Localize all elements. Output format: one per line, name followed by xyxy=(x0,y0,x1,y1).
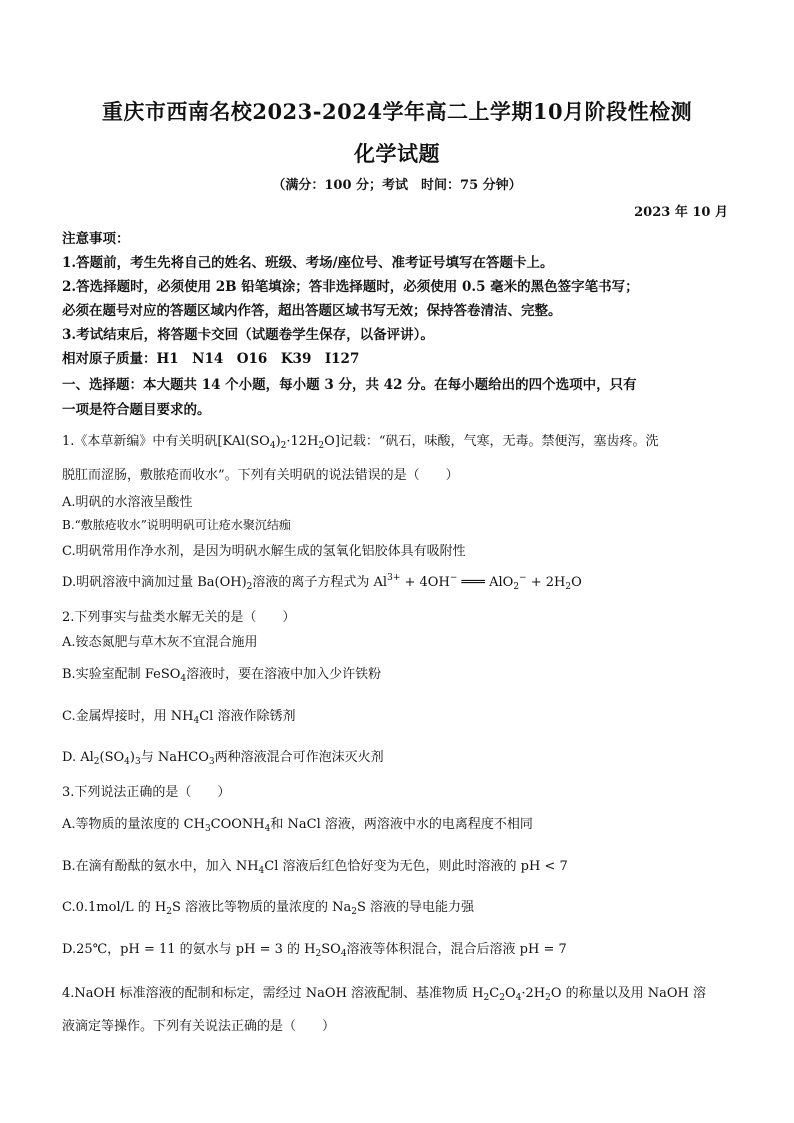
q3-stem: 3.下列说法正确的是（ ） xyxy=(62,785,231,800)
q1-option-c: C.明矾常用作净水剂，是因为明矾水解生成的氢氧化铝胶体具有吸附性 xyxy=(62,544,466,559)
q1-stem-line2: 脱肛而涩肠，敷脓疮而收水”。下列有关明矾的说法错误的是（ ） xyxy=(62,468,459,483)
q1-option-b: B.“敷脓疮收水”说明明矾可让疮水聚沉结痂 xyxy=(62,518,291,532)
q4-stem-line2: 液滴定等操作。下列有关说法正确的是（ ） xyxy=(62,1019,336,1034)
q2-option-b: B.实验室配制 FeSO$_4$溶液时，要在溶液中加入少许铁粉 xyxy=(62,667,382,684)
q1-option-d: D.明矾溶液中滴加过量 $Ba(OH)_2$溶液的离子方程式为 $Al^{3+} + 4OH^-$ ═══ $AlO_2^- + 2H_2O$ xyxy=(62,573,582,592)
q2-option-c: C.金属焊接时，用 $NH_4Cl$ 溶液作除锈剂 xyxy=(62,709,296,726)
atomic-mass: 相对原子质量：H1 N14 O16 K39 I127 xyxy=(62,351,360,367)
note-item-1: 1.答题前，考生先将自己的姓名、班级、考场/座位号、准考证号填写在答题卡上。 xyxy=(62,255,554,271)
q4-stem-line1: 4.NaOH 标准溶液的配制和标定，需经过 NaOH 溶液配制、基准物质 $H_2C_2O_4\cdot 2H_2O$ 的称量以及用 NaOH 溶 xyxy=(62,986,707,1003)
notes-heading: 注意事项： xyxy=(62,231,130,247)
exam-date: 2023 年 10 月 xyxy=(634,205,728,220)
section-heading-2: 一项是符合题目要求的。 xyxy=(62,402,211,418)
q3-option-c: C.0.1mol/L 的 $H_2S$ 溶液比等物质的量浓度的 $Na_2S$ 溶液的导电能力强 xyxy=(62,900,475,917)
q3-option-b: B.在滴有酚酞的氨水中，加入 $NH_4Cl$ 溶液后红色恰好变为无色，则此时溶液的 pH < 7 xyxy=(62,859,568,876)
q2-stem: 2.下列事实与盐类水解无关的是（ ） xyxy=(62,610,296,625)
q1-option-a: A.明矾的水溶液呈酸性 xyxy=(62,495,193,510)
note-item-2-cont: 必须在题号对应的答题区域内作答，超出答题区域书写无效；保持答卷清洁、完整。 xyxy=(62,303,562,319)
q3-option-d: D.25℃，pH = 11 的氨水与 pH = 3 的 $H_2SO_4$溶液等体积混合，混合后溶液 pH = 7 xyxy=(62,942,567,959)
q1-stem-line1: 1.《本草新编》中有关明矾$[KAl(SO_4)_2\cdot 12H_2O]$记载：“矾石，味酸，气寒，无毒。禁便泻，塞齿疼。洗 xyxy=(62,434,659,451)
note-item-3: 3.考试结束后，将答题卡交回（试题卷学生保存，以备评讲）。 xyxy=(62,327,434,343)
exam-title: 重庆市西南名校2023-2024学年高二上学期10月阶段性检测 xyxy=(101,99,693,124)
note-item-2: 2.答选择题时，必须使用 2B 铅笔填涂；答非选择题时，必须使用 0.5 毫米的黑色签字笔书写； xyxy=(62,279,639,295)
exam-subject: 化学试题 xyxy=(354,141,440,166)
q2-option-a: A.铵态氮肥与草木灰不宜混合施用 xyxy=(62,635,258,650)
section-heading-1: 一、选择题：本大题共 14 个小题，每小题 3 分，共 42 分。在每小题给出的四个选项中，只有 xyxy=(62,377,637,393)
q3-option-a: A.等物质的量浓度的 $CH_3COONH_4$和 NaCl 溶液，两溶液中水的电离程度不相同 xyxy=(62,817,533,834)
exam-info: （满分：100 分；考试 时间：75 分钟） xyxy=(272,178,522,193)
q2-option-d: D. $Al_2(SO_4)_3$与 NaHCO$_3$两种溶液混合可作泡沫灭火剂 xyxy=(62,750,384,767)
